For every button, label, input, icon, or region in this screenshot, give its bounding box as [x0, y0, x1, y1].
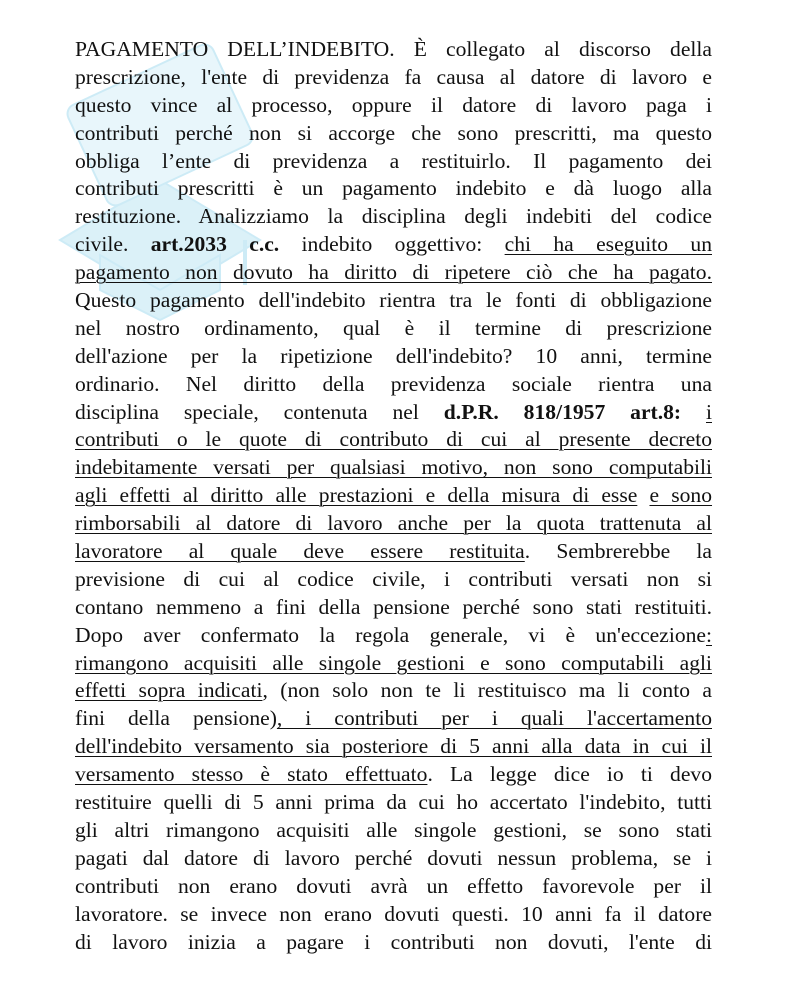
underlined-text: agli effetti al diritto alle prestazioni e della misura di esse — [75, 483, 638, 508]
underlined-text: i — [706, 399, 712, 424]
underlined-text: lavoratore al quale deve essere restituita — [75, 539, 525, 564]
text-line — [75, 399, 712, 427]
text-segment: . Sembrerebbe la — [524, 539, 712, 564]
text-segment: restituire quelli di 5 anni prima da cui ho accertato l'indebito, tutti — [75, 790, 712, 815]
text-line — [75, 817, 712, 845]
text-line — [75, 761, 712, 789]
bold-reference: d.P.R. 818/1957 art.8: — [443, 399, 682, 424]
text-line — [75, 454, 712, 482]
text-line — [75, 343, 712, 371]
text-segment: contano nemmeno a fini della pensione perché sono stati restituiti. — [75, 594, 712, 619]
text-segment — [681, 400, 706, 424]
bold-reference: art.2033 c.c. — [150, 232, 280, 257]
text-line — [75, 259, 712, 287]
text-line — [75, 287, 712, 315]
text-segment: di lavoro inizia a pagare i contributi non dovuti, l'ente di — [75, 929, 712, 954]
underlined-text: dell'indebito versamento sia posteriore di 5 anni alla data in cui il — [75, 734, 712, 759]
text-line — [75, 845, 712, 873]
text-line — [75, 622, 712, 650]
text-segment: contributi non erano dovuti avrà un effetto favorevole per il — [75, 873, 712, 898]
underlined-text: chi ha eseguito un — [504, 232, 712, 257]
text-line — [75, 538, 712, 566]
text-line — [75, 92, 712, 120]
underlined-text: effetti sopra indicati — [75, 678, 263, 703]
text-line — [75, 733, 712, 761]
text-line — [75, 371, 712, 399]
underlined-text: , i contributi per i quali l'accertamento — [276, 706, 712, 731]
text-line — [75, 175, 712, 203]
text-segment: civile. — [75, 232, 151, 257]
text-line — [75, 929, 712, 957]
underlined-text: rimangono acquisiti alle singole gestioni e sono computabili agli — [75, 650, 712, 675]
underlined-text: versamento stesso è stato effettuato — [75, 762, 428, 787]
text-line — [75, 705, 712, 733]
text-line — [75, 120, 712, 148]
text-line — [75, 566, 712, 594]
text-segment: dell'azione per la ripetizione dell'indebito? 10 anni, termine — [75, 343, 712, 368]
text-segment: gli altri rimangono acquisiti alle singole gestioni, se sono stati — [75, 817, 712, 842]
text-line — [75, 873, 712, 901]
text-segment: pagati dal datore di lavoro perché dovuti nessun problema, se i — [75, 845, 712, 870]
text-segment: questo vince al processo, oppure il datore di lavoro paga i — [75, 92, 712, 117]
text-segment — [637, 483, 649, 507]
text-line — [75, 594, 712, 622]
text-line — [75, 482, 712, 510]
text-line — [75, 677, 712, 705]
underlined-text: pagamento non dovuto ha diritto di ripetere ciò che ha pagato. — [75, 260, 712, 285]
text-line — [75, 426, 712, 454]
text-segment: ordinario. Nel diritto della previdenza sociale rientra una — [75, 371, 712, 396]
text-segment: PAGAMENTO DELL’INDEBITO. È collegato al discorso della — [75, 37, 712, 61]
text-line — [75, 315, 712, 343]
text-line — [75, 64, 712, 92]
text-segment: obbliga l’ente di previdenza a restituirlo. Il pagamento dei — [75, 148, 712, 173]
text-segment: contributi perché non si accorge che sono prescritti, ma questo — [75, 120, 712, 145]
text-line — [75, 901, 712, 929]
text-line — [75, 650, 712, 678]
text-segment: disciplina speciale, contenuta nel — [75, 399, 444, 424]
text-segment: prescrizione, l'ente di previdenza fa causa al datore di lavoro e — [75, 64, 712, 89]
text-line — [75, 510, 712, 538]
text-segment: . La legge dice io ti devo — [427, 762, 712, 787]
text-line — [75, 789, 712, 817]
underlined-text: e sono — [649, 483, 713, 508]
text-line — [75, 231, 712, 259]
text-segment: contributi prescritti è un pagamento indebito e dà luogo alla — [75, 176, 712, 201]
document-body — [75, 36, 712, 956]
text-segment: fini della pensione) — [75, 706, 277, 731]
text-segment: indebito oggettivo: — [279, 232, 505, 257]
underlined-text: indebitamente versati per qualsiasi motivo, non sono computabili — [75, 455, 712, 480]
text-line — [75, 148, 712, 176]
text-segment: restituzione. Analizziamo la disciplina degli indebiti del codice — [75, 204, 712, 229]
underlined-text: contributi o le quote di contributo di cui al presente decreto — [75, 427, 712, 452]
underlined-text: : — [706, 622, 712, 647]
text-segment: previsione di cui al codice civile, i contributi versati non si — [75, 566, 712, 591]
text-segment: lavoratore. se invece non erano dovuti questi. 10 anni fa il datore — [75, 901, 712, 926]
text-segment: Dopo aver confermato la regola generale, vi è un'eccezione — [75, 622, 706, 647]
text-line — [75, 203, 712, 231]
underlined-text: rimborsabili al datore di lavoro anche per la quota trattenuta al — [75, 511, 712, 536]
text-segment: , (non solo non te li restituisco ma li conto a — [262, 678, 712, 703]
text-line — [75, 36, 712, 64]
text-segment: Questo pagamento dell'indebito rientra tra le fonti di obbligazione — [75, 288, 712, 313]
text-segment: nel nostro ordinamento, qual è il termine di prescrizione — [75, 315, 712, 340]
